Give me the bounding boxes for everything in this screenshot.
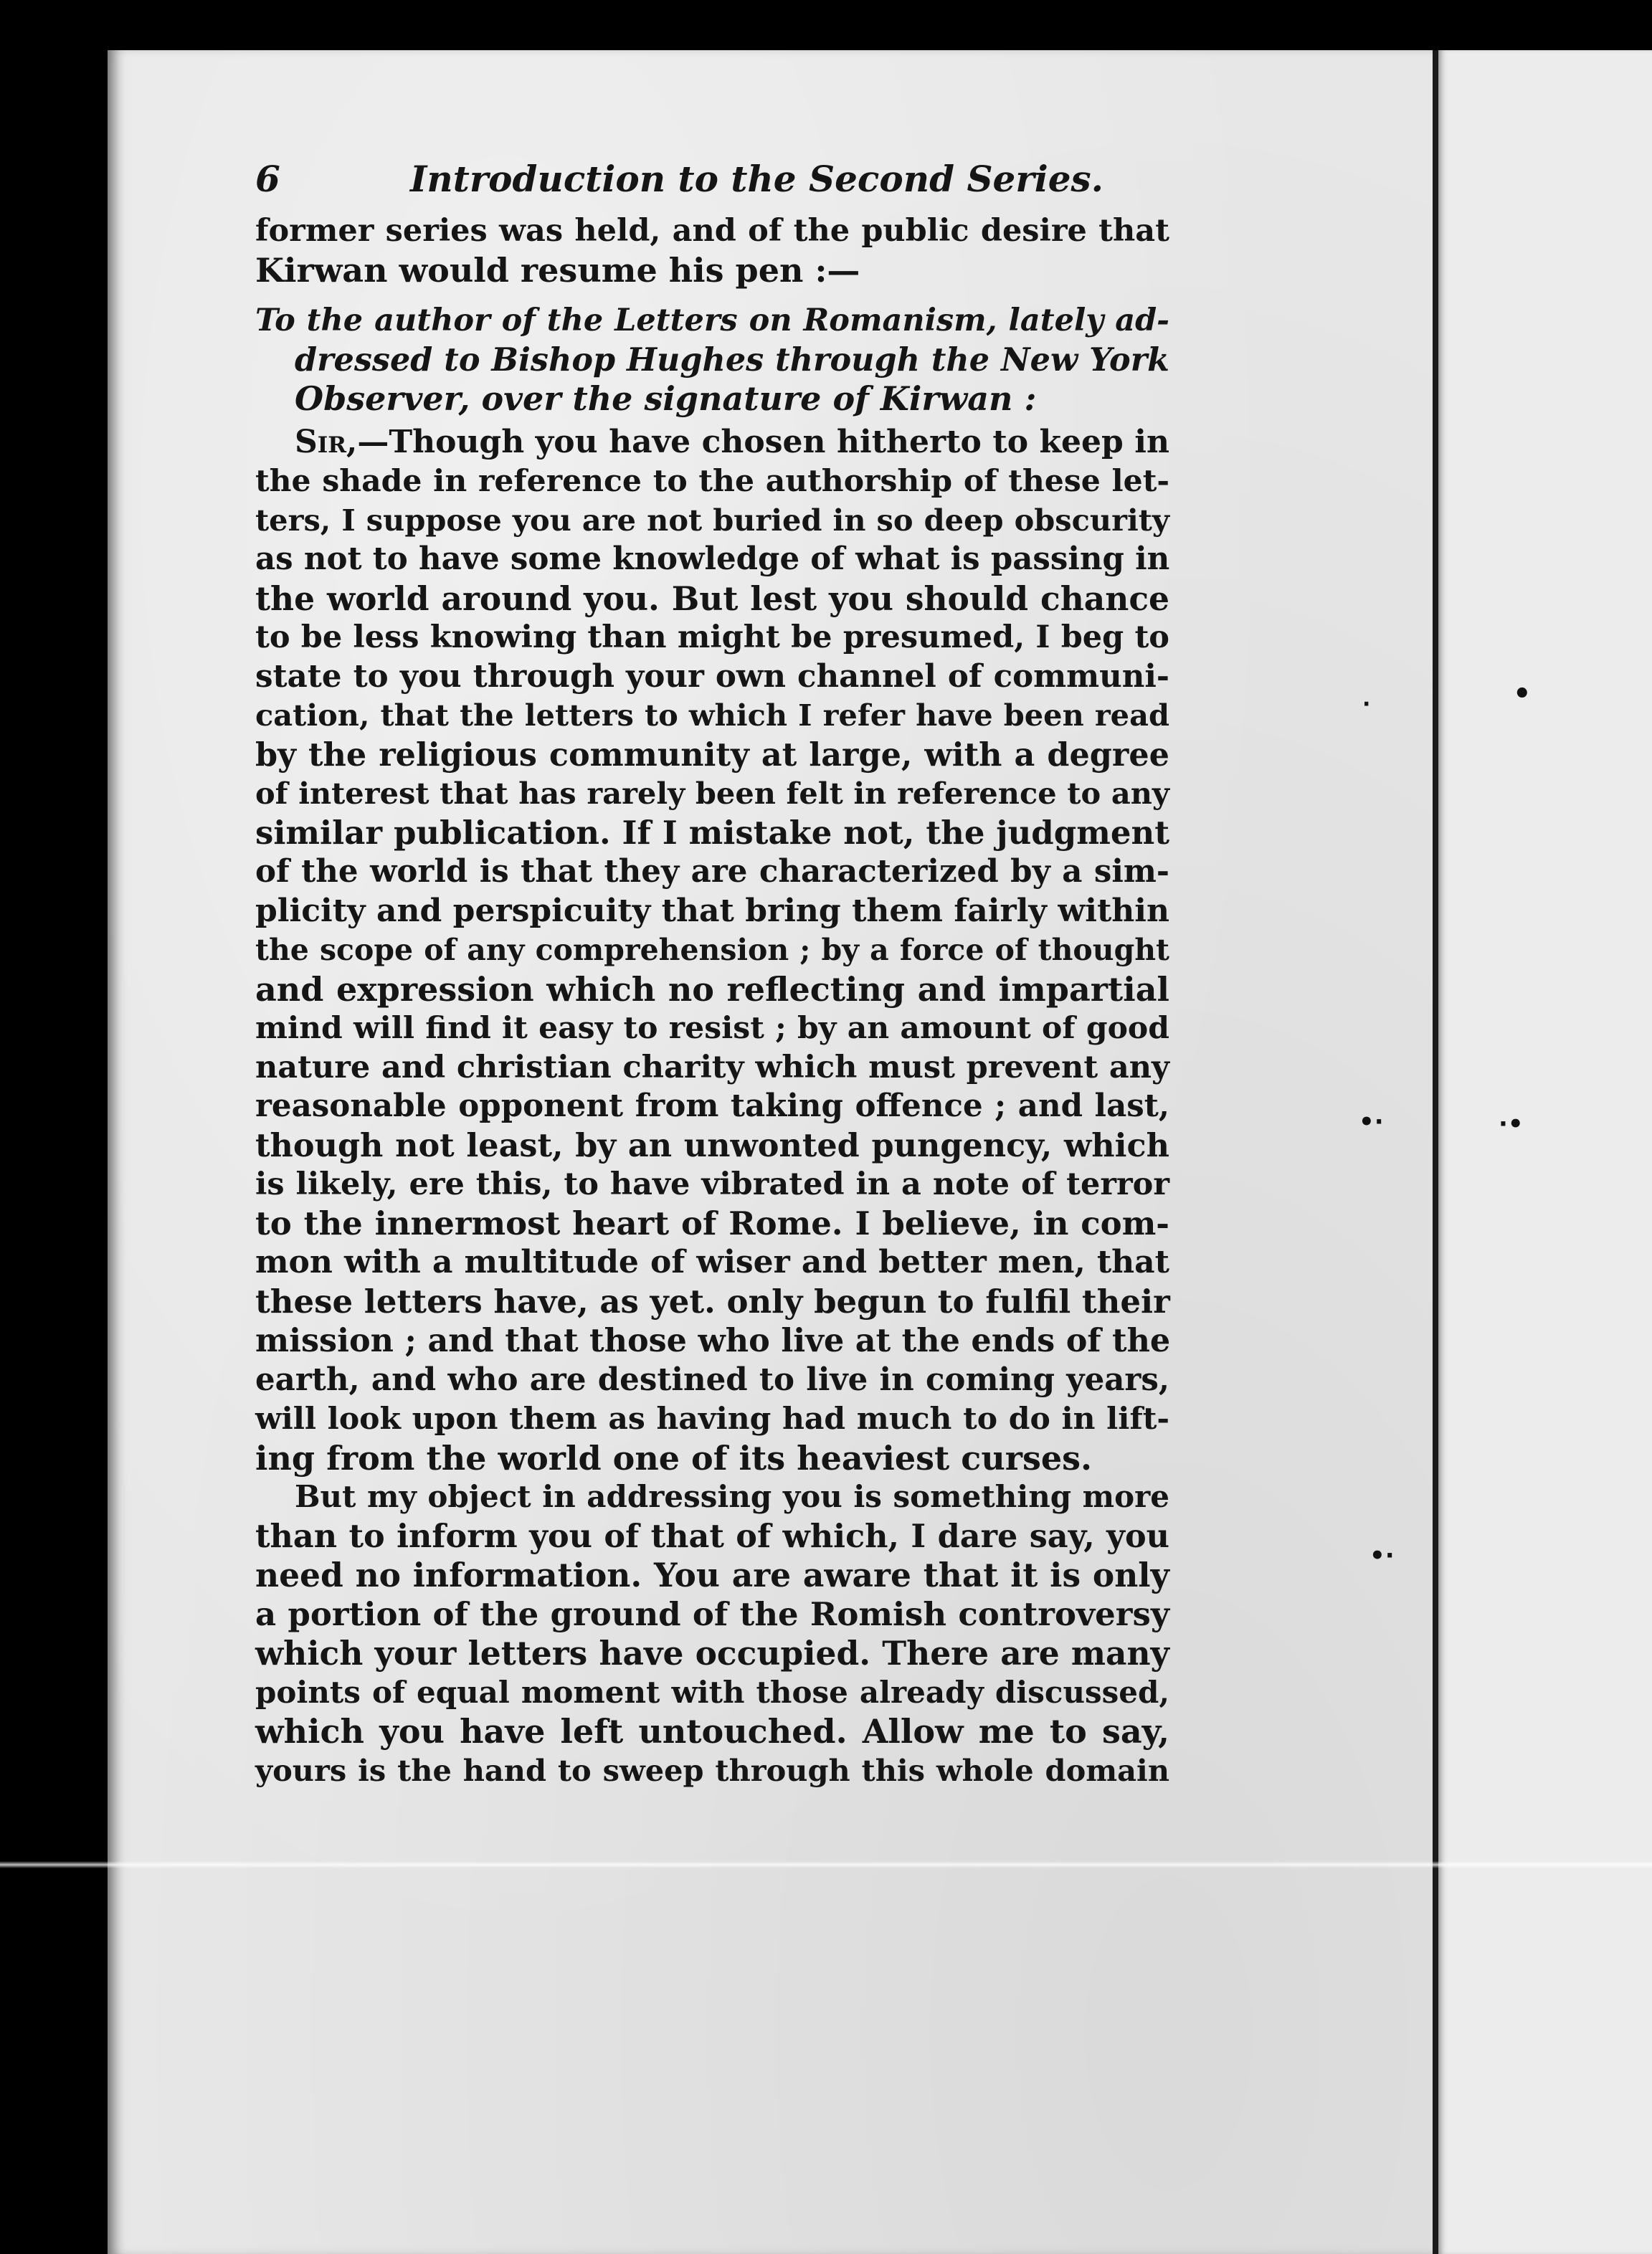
text-line: Kirwan would resume his pen :—: [255, 250, 860, 290]
text-line: former series was held, and of the public desire that: [255, 213, 1169, 249]
text-line: nature and christian charity which must prevent any: [255, 1049, 1169, 1085]
text-line: and expression which no reflecting and impartial: [255, 969, 1169, 1009]
running-head: [255, 147, 1169, 211]
page-text: [255, 147, 1169, 1790]
text-line: is likely, ere this, to have vibrated in a note of terror: [255, 1166, 1169, 1202]
text-line: reasonable opponent from taking offence ; and last,: [255, 1088, 1169, 1124]
margin-speck: •·: [1369, 1541, 1395, 1570]
text-line: need no information. You are aware that it is only: [255, 1556, 1169, 1594]
salutation: Sir,: [295, 423, 358, 460]
margin-speck: ·: [1362, 692, 1371, 717]
text-line: the world around you. But lest you should chance: [255, 579, 1169, 618]
text-line: by the religious community at large, with a degree: [255, 736, 1169, 774]
text-line: similar publication. If I mistake not, the judgment: [255, 813, 1169, 852]
margin-speck: ·•: [1499, 1110, 1524, 1138]
margin-speck: •: [1513, 677, 1532, 710]
text-line: the scope of any comprehension ; by a force of thought: [255, 933, 1169, 967]
running-head-title: Introduction to the Second Series.: [410, 158, 1104, 200]
text-line: though not least, by an unwonted pungency, which: [255, 1126, 1169, 1164]
text-line: ters, I suppose you are not buried in so deep obscurity: [255, 502, 1169, 538]
text-line: ing from the world one of its heaviest curses.: [255, 1438, 1093, 1478]
paragraph-first-line: But my object in addressing you is something more: [295, 1479, 1169, 1514]
text-line: mon with a multitude of wiser and better men, that: [255, 1244, 1169, 1280]
text-line: yours is the hand to sweep through this whole domain: [255, 1752, 1169, 1788]
text-line: mind will find it easy to resist ; by an amount of good: [255, 1010, 1169, 1046]
address-line: dressed to Bishop Hughes through the New York: [295, 341, 1169, 379]
text-line: which your letters have occupied. There are many: [255, 1634, 1169, 1673]
text-line: than to inform you of that of which, I dare say, you: [255, 1517, 1169, 1555]
text-line: state to you through your own channel of communi-: [255, 657, 1169, 695]
text-line: these letters have, as yet. only begun to fulfil their: [255, 1282, 1170, 1321]
paragraph-first-line-rest: —Though you have chosen hitherto to keep in: [357, 423, 1169, 460]
text-line: will look upon them as having had much to do in lift-: [255, 1401, 1169, 1437]
right-page-edge: [1438, 50, 1652, 2254]
text-line: cation, that the letters to which I refer have been read: [255, 698, 1169, 733]
text-line: to the innermost heart of Rome. I believe, in com-: [255, 1204, 1169, 1242]
text-line: as not to have some knowledge of what is passing in: [255, 541, 1170, 577]
page-number: 6: [255, 158, 280, 200]
margin-speck: •·: [1359, 1108, 1384, 1136]
text-line: points of equal moment with those already discussed,: [255, 1674, 1169, 1710]
text-line: mission ; and that those who live at the ends of the: [255, 1322, 1171, 1359]
address-line: Observer, over the signature of Kirwan :: [295, 379, 1037, 418]
text-line: which you have left untouched. Allow me to say,: [255, 1712, 1169, 1751]
text-line: of interest that has rarely been felt in reference to any: [255, 776, 1169, 811]
text-line: plicity and perspicuity that bring them fairly within: [255, 892, 1169, 929]
text-line: the shade in reference to the authorship of these let-: [255, 463, 1169, 499]
text-line: a portion of the ground of the Romish controversy: [255, 1594, 1169, 1633]
text-line: earth, and who are destined to live in coming years,: [255, 1361, 1169, 1398]
address-line: To the author of the Letters on Romanism, lately ad-: [255, 303, 1169, 338]
text-line: to be less knowing than might be presumed, I beg to: [255, 619, 1169, 655]
text-line: of the world is that they are characterized by a sim-: [255, 853, 1169, 890]
page-gutter: [1433, 50, 1438, 2254]
paragraph-first-line: [255, 423, 1169, 462]
